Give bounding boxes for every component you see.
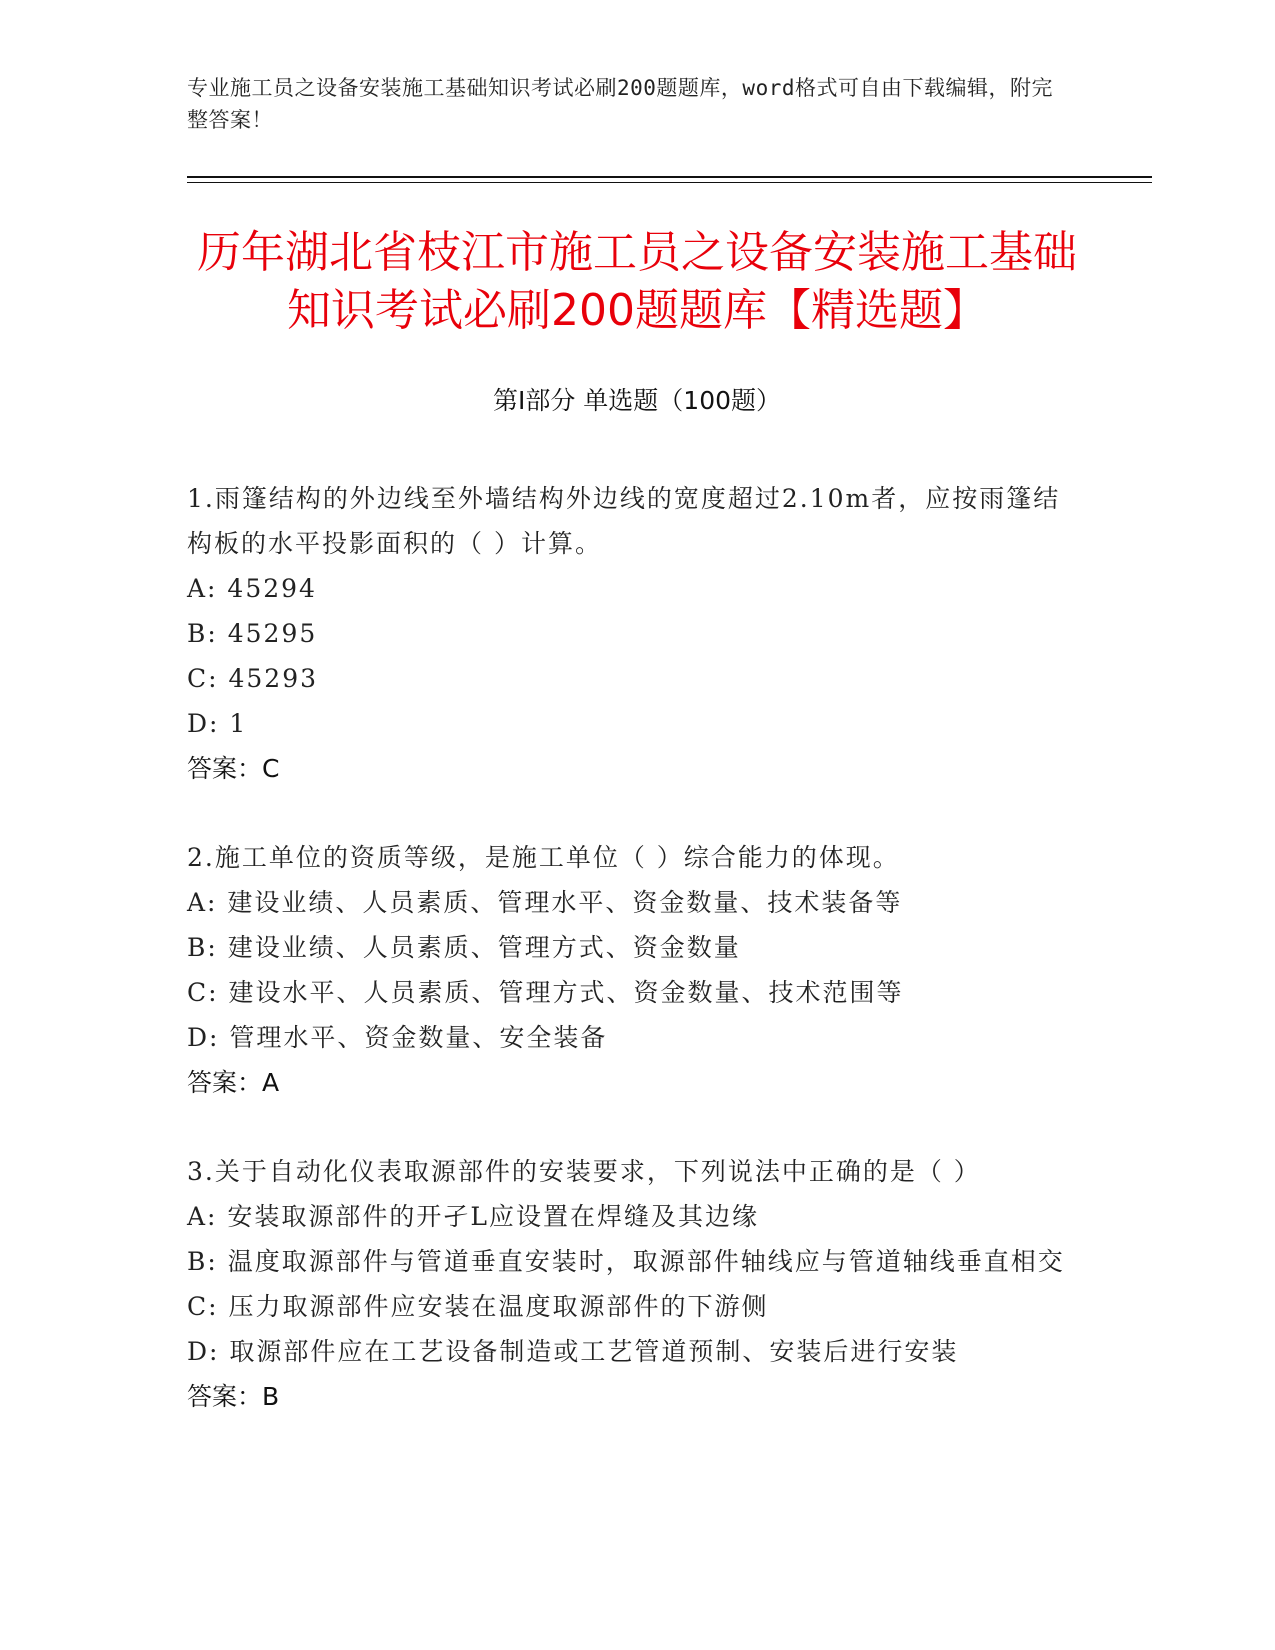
header-divider-thick — [187, 176, 1152, 178]
option-b: B: 温度取源部件与管道垂直安装时，取源部件轴线应与管道轴线垂直相交 — [187, 1247, 1065, 1276]
answer: 答案：B — [187, 1382, 280, 1411]
option-b: B: 建设业绩、人员素质、管理方式、资金数量 — [187, 933, 741, 962]
header-note: 专业施工员之设备安装施工基础知识考试必刷200题题库，word格式可自由下载编辑，附完整答案！ — [187, 76, 1053, 132]
option-d: D: 管理水平、资金数量、安全装备 — [187, 1023, 608, 1052]
option-a: A: 45294 — [187, 574, 317, 603]
question-stem: 1.雨篷结构的外边线至外墙结构外边线的宽度超过2.10m者，应按雨篷结构板的水平投影面积的（ ）计算。 — [187, 484, 1061, 558]
answer: 答案：C — [187, 754, 280, 783]
answer: 答案：A — [187, 1068, 280, 1097]
question-list — [187, 476, 1067, 1463]
option-c: C: 45293 — [187, 664, 319, 693]
question-1 — [187, 476, 1067, 791]
option-a: A: 安装取源部件的开孑L应设置在焊缝及其边缘 — [187, 1202, 760, 1231]
option-b: B: 45295 — [187, 619, 318, 648]
question-stem: 2.施工单位的资质等级，是施工单位（ ）综合能力的体现。 — [187, 843, 900, 872]
question-stem: 3.关于自动化仪表取源部件的安装要求，下列说法中正确的是（ ） — [187, 1157, 981, 1186]
option-c: C: 建设水平、人员素质、管理方式、资金数量、技术范围等 — [187, 978, 904, 1007]
document-title: 历年湖北省枝江市施工员之设备安装施工基础知识考试必刷200题题库【精选题】 — [197, 227, 1077, 336]
option-d: D: 取源部件应在工艺设备制造或工艺管道预制、安装后进行安装 — [187, 1337, 959, 1366]
section-title: 第Ⅰ部分 单选题（100题） — [492, 386, 782, 415]
question-3 — [187, 1149, 1067, 1419]
question-2 — [187, 835, 1067, 1105]
option-a: A: 建设业绩、人员素质、管理水平、资金数量、技术装备等 — [187, 888, 903, 917]
option-d: D: 1 — [187, 709, 248, 738]
header-divider-thin — [187, 182, 1152, 183]
option-c: C: 压力取源部件应安装在温度取源部件的下游侧 — [187, 1292, 769, 1321]
